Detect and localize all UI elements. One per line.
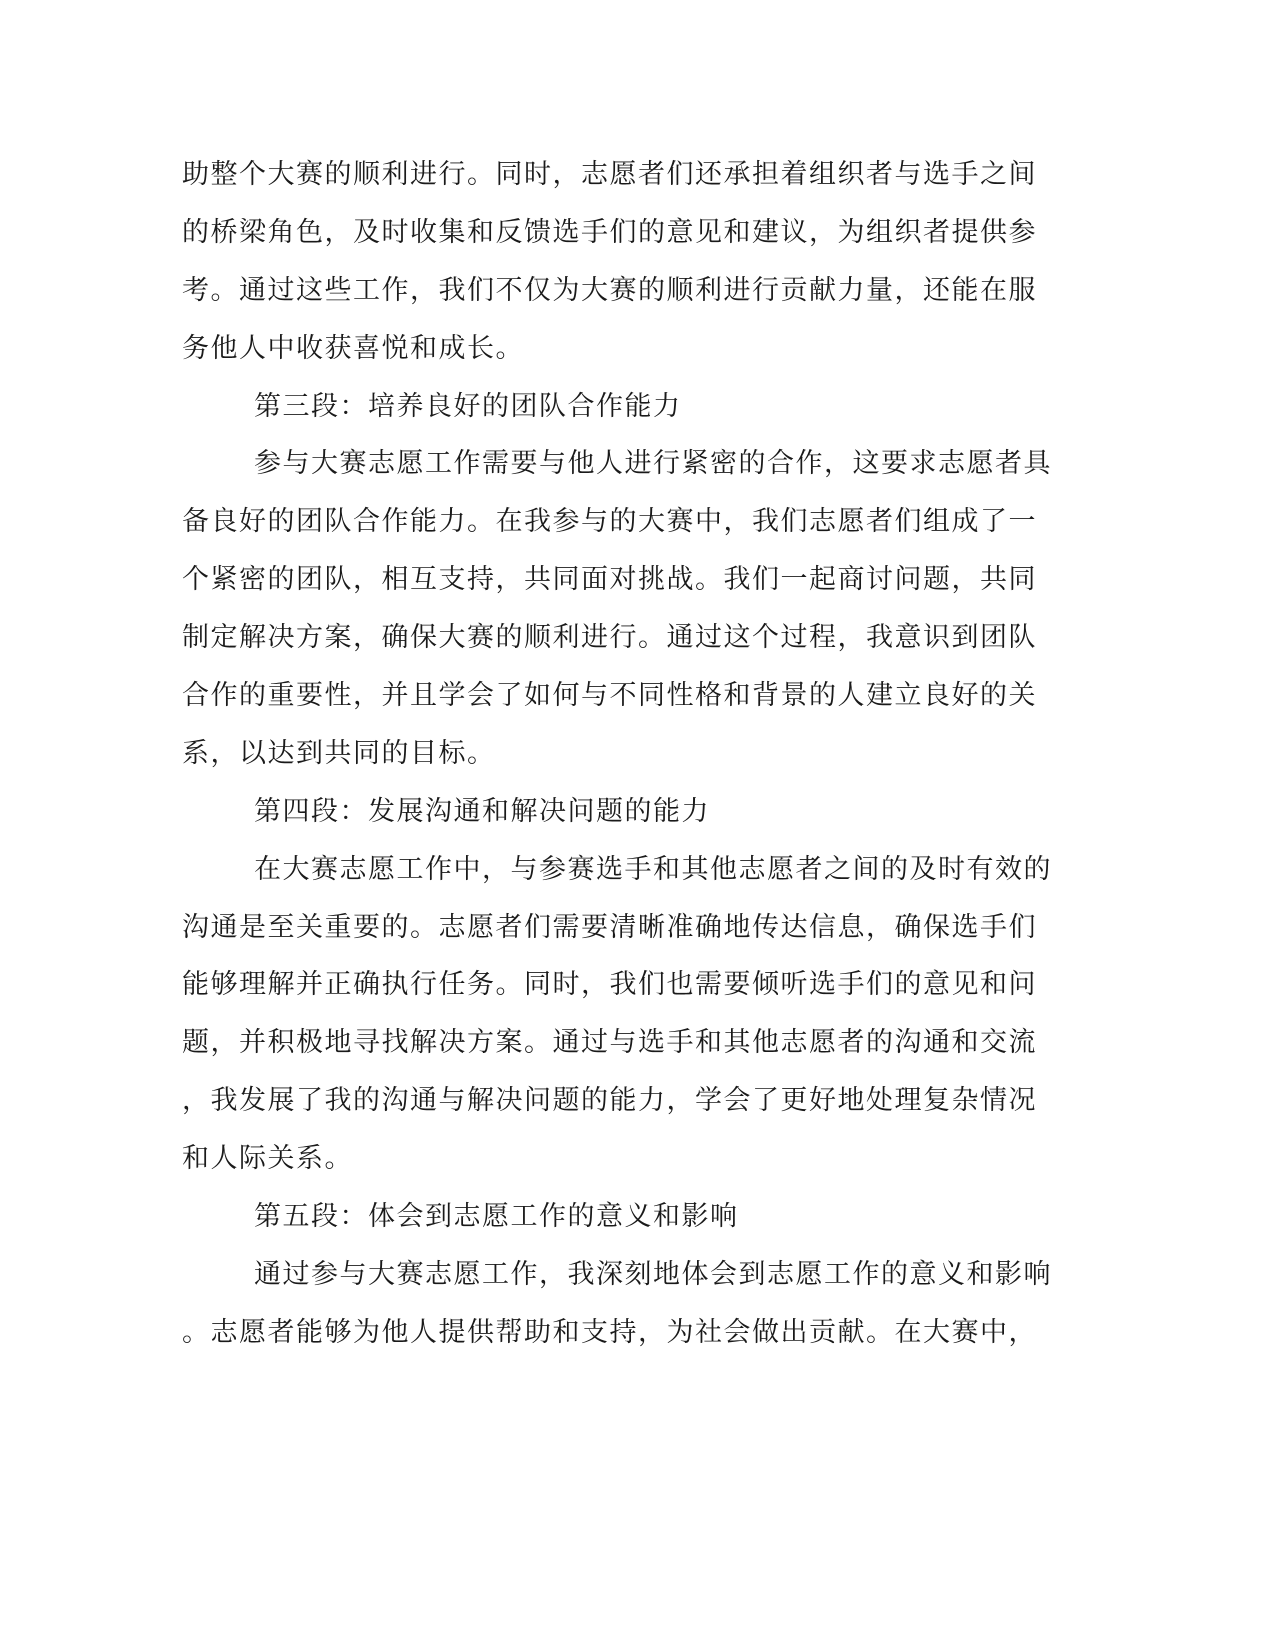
text-line: 参与大赛志愿工作需要与他人进行紧密的合作，这要求志愿者具 bbox=[254, 448, 1052, 480]
text-line: 合作的重要性，并且学会了如何与不同性格和背景的人建立良好的关 bbox=[182, 680, 1037, 712]
text-line: 务他人中收获喜悦和成长。 bbox=[182, 332, 524, 364]
text-line: 在大赛志愿工作中，与参赛选手和其他志愿者之间的及时有效的 bbox=[254, 853, 1052, 885]
text-line: 助整个大赛的顺利进行。同时，志愿者们还承担着组织者与选手之间 bbox=[182, 159, 1037, 190]
text-line: 能够理解并正确执行任务。同时，我们也需要倾听选手们的意见和问 bbox=[182, 969, 1037, 1001]
text-line: 个紧密的团队，相互支持，共同面对挑战。我们一起商讨问题，共同 bbox=[182, 564, 1037, 596]
text-line: 考。通过这些工作，我们不仅为大赛的顺利进行贡献力量，还能在服 bbox=[182, 274, 1037, 306]
text-line: 第三段：培养良好的团队合作能力 bbox=[254, 390, 682, 422]
text-line: 制定解决方案，确保大赛的顺利进行。通过这个过程，我意识到团队 bbox=[182, 622, 1037, 654]
text-line: 第四段：发展沟通和解决问题的能力 bbox=[254, 795, 710, 827]
text-line: 题，并积极地寻找解决方案。通过与选手和其他志愿者的沟通和交流 bbox=[182, 1027, 1037, 1059]
text-line: 。志愿者能够为他人提供帮助和支持，为社会做出贡献。在大赛中， bbox=[182, 1316, 1037, 1348]
text-line: 沟通是至关重要的。志愿者们需要清晰准确地传达信息，确保选手们 bbox=[182, 911, 1037, 943]
text-line: 第五段：体会到志愿工作的意义和影响 bbox=[254, 1201, 739, 1233]
text-line: 备良好的团队合作能力。在我参与的大赛中，我们志愿者们组成了一 bbox=[182, 506, 1037, 538]
text-line: 的桥梁角色，及时收集和反馈选手们的意见和建议，为组织者提供参 bbox=[182, 216, 1037, 248]
text-line: 通过参与大赛志愿工作，我深刻地体会到志愿工作的意义和影响 bbox=[254, 1258, 1052, 1290]
document-body bbox=[182, 146, 1052, 1362]
text-line: 系，以达到共同的目标。 bbox=[182, 737, 496, 769]
text-line: 和人际关系。 bbox=[182, 1143, 353, 1175]
text-line: ，我发展了我的沟通与解决问题的能力，学会了更好地处理复杂情况 bbox=[182, 1085, 1037, 1117]
